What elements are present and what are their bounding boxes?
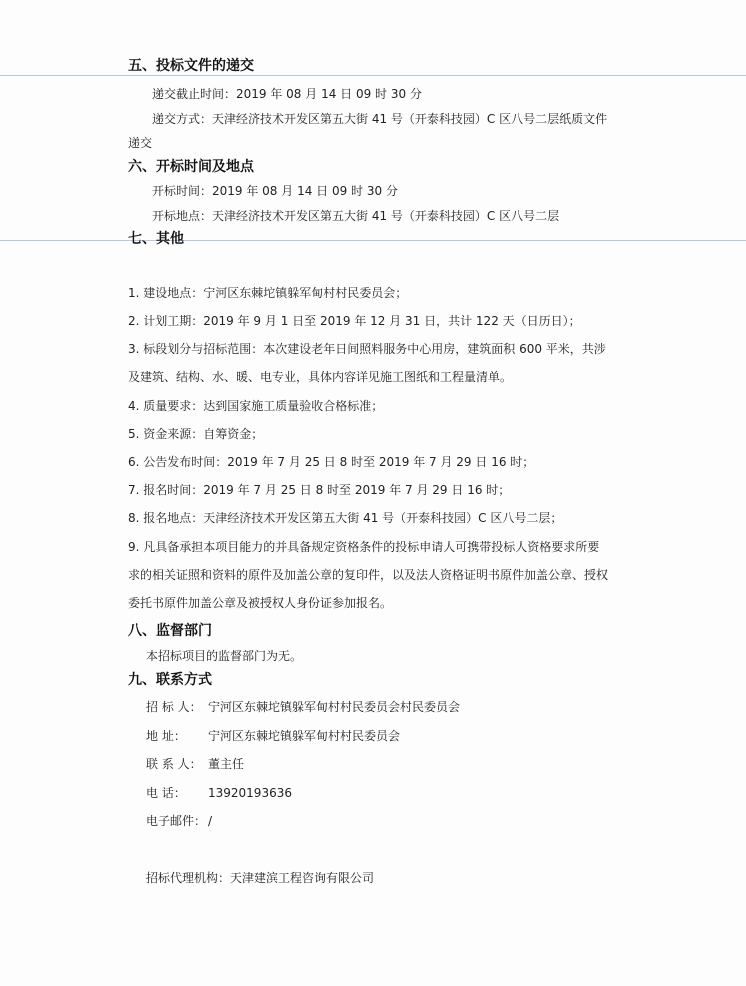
section-7-heading: 七、其他	[128, 231, 184, 247]
paper-rule	[0, 75, 746, 76]
list-item: 4. 质量要求：达到国家施工质量验收合格标准；	[128, 399, 384, 413]
section-8-heading: 八、监督部门	[128, 623, 212, 639]
contact-label: 招 标 人：	[146, 700, 202, 714]
list-item: 2. 计划工期：2019 年 9 月 1 日至 2019 年 12 月 31 日，共计 122 天（日历日）；	[128, 314, 581, 328]
list-item: 求的相关证照和资料的原件及加盖公章的复印件，以及法人资格证明书原件加盖公章、授权	[128, 568, 609, 582]
contact-label: 电 话：	[146, 786, 186, 800]
list-item: 1. 建设地点：宁河区东棘坨镇躲军甸村村民委员会；	[128, 286, 408, 300]
list-item: 6. 公告发布时间：2019 年 7 月 25 日 8 时至 2019 年 7 月 29 日 16 时；	[128, 455, 535, 469]
list-item: 5. 资金来源：自筹资金；	[128, 427, 264, 441]
contact-row-tenderer	[146, 699, 460, 715]
contact-label: 联 系 人：	[146, 757, 202, 771]
section-5-heading: 五、投标文件的递交	[128, 58, 254, 74]
list-item: 9. 凡具备承担本项目能力的并具备规定资格条件的投标申请人可携带投标人资格要求所要	[128, 540, 600, 554]
list-item: 及建筑、结构、水、暖、电专业，具体内容详见施工图纸和工程量清单。	[128, 370, 513, 384]
contact-value: 宁河区东棘坨镇躲军甸村村民委员会村民委员会	[208, 700, 461, 714]
list-item: 委托书原件加盖公章及被授权人身份证参加报名。	[128, 596, 393, 610]
submission-deadline: 递交截止时间：2019 年 08 月 14 日 09 时 30 分	[152, 87, 422, 101]
contact-row-person	[146, 756, 244, 772]
list-item: 3. 标段划分与招标范围：本次建设老年日间照料服务中心用房，建筑面积 600 平米，共涉	[128, 342, 606, 356]
supervision-text: 本招标项目的监督部门为无。	[146, 649, 303, 663]
contact-value: /	[208, 814, 213, 828]
contact-label: 电子邮件：	[146, 814, 207, 828]
submission-method: 递交方式：天津经济技术开发区第五大街 41 号（开泰科技园）C 区八号二层纸质文件	[152, 112, 608, 126]
list-item: 8. 报名地点：天津经济技术开发区第五大街 41 号（开泰科技园）C 区八号二层；	[128, 511, 563, 525]
contact-row-email	[146, 813, 212, 829]
contact-value: 13920193636	[208, 786, 292, 800]
section-6-heading: 六、开标时间及地点	[128, 159, 254, 175]
contact-value: 宁河区东棘坨镇躲军甸村村民委员会	[208, 729, 401, 743]
opening-time: 开标时间：2019 年 08 月 14 日 09 时 30 分	[152, 184, 398, 198]
contact-label: 地 址：	[146, 729, 186, 743]
submission-method-cont: 递交	[128, 136, 153, 150]
section-9-heading: 九、联系方式	[128, 672, 212, 688]
opening-place: 开标地点：天津经济技术开发区第五大街 41 号（开泰科技园）C 区八号二层	[152, 209, 560, 223]
paper-rule	[0, 240, 746, 241]
contact-row-phone	[146, 785, 292, 801]
tender-agency: 招标代理机构：天津建滨工程咨询有限公司	[146, 871, 375, 885]
contact-row-address	[146, 728, 400, 744]
list-item: 7. 报名时间：2019 年 7 月 25 日 8 时至 2019 年 7 月 29 日 16 时；	[128, 483, 511, 497]
contact-value: 董主任	[208, 757, 245, 771]
